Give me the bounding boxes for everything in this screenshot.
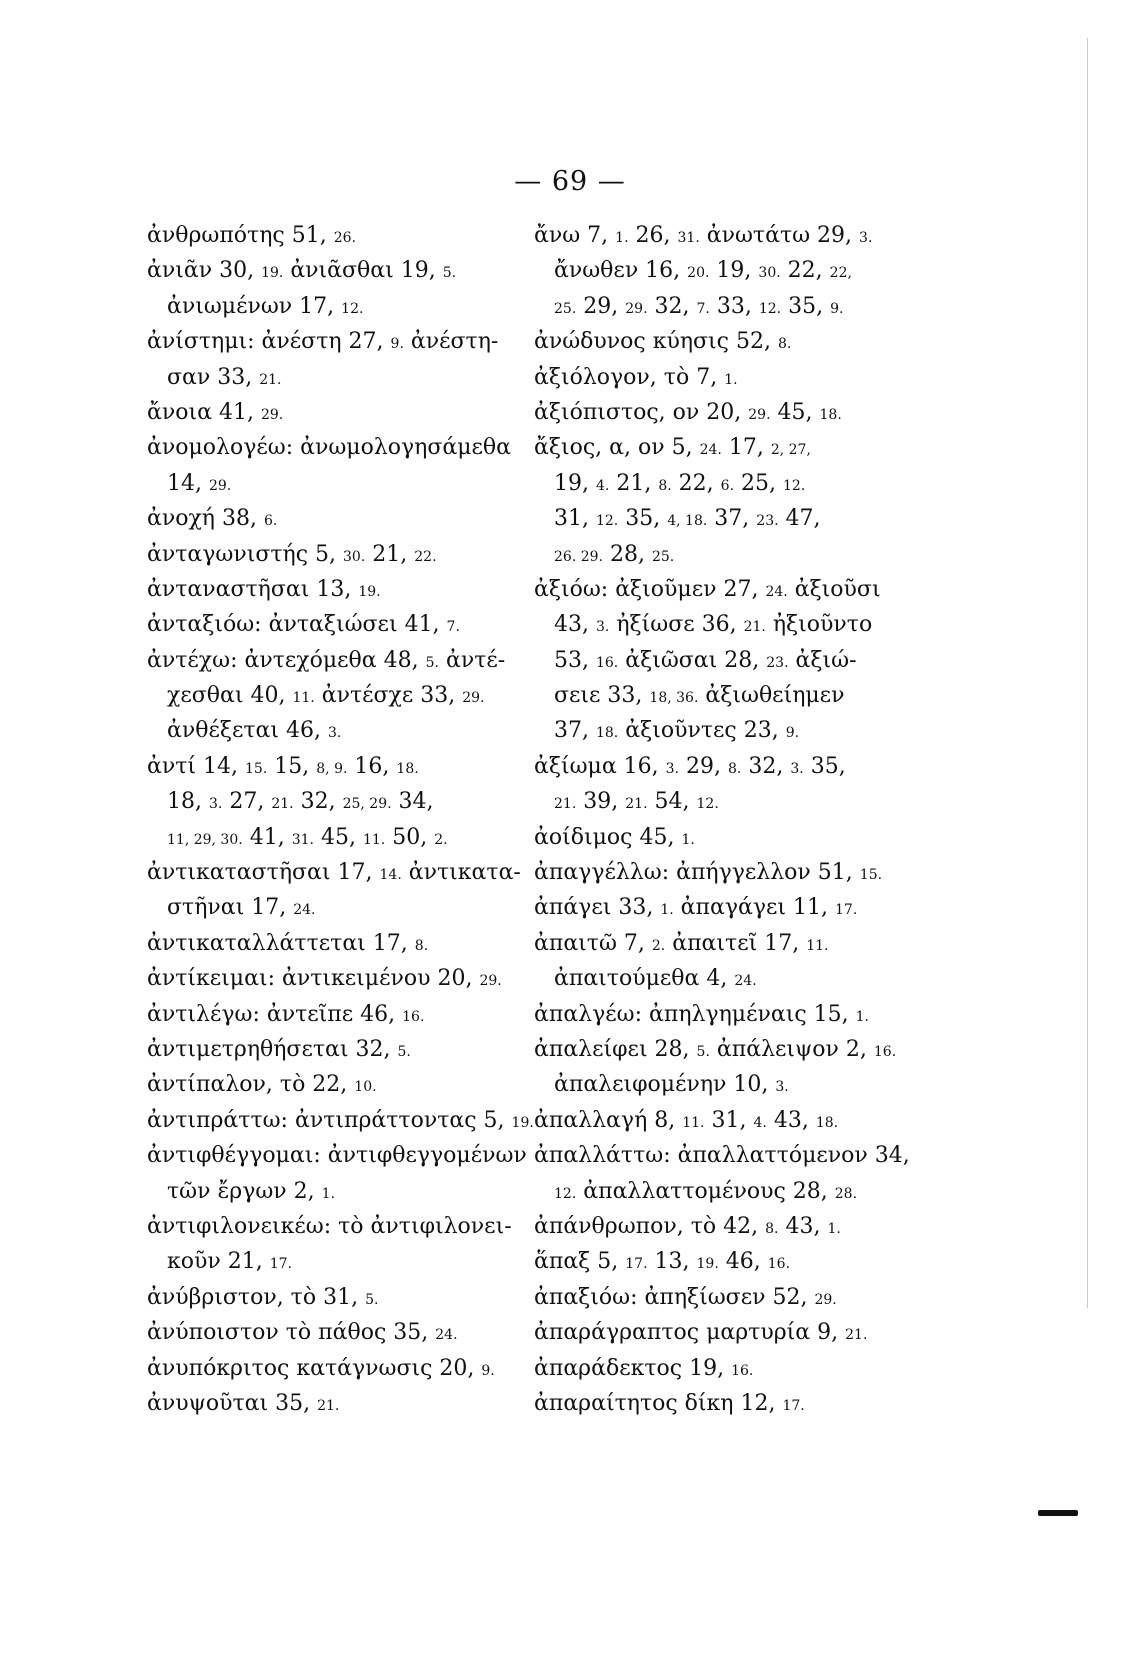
line-number: 25. [554, 300, 577, 317]
line-number: 9. [785, 725, 800, 742]
entry-text: ἀπαγάγει 11, [673, 895, 836, 921]
line-number: 3. [328, 725, 342, 742]
line-number: 22, [829, 265, 852, 282]
index-entry [147, 537, 547, 572]
entry-text: 32, [647, 293, 697, 319]
line-number: 1. [724, 371, 738, 388]
entry-text: σειε 33, [554, 683, 650, 709]
entry-text: ἀπαλλαγή 8, [534, 1107, 683, 1133]
line-number: 4. [753, 1114, 767, 1131]
line-number: 11. [292, 690, 315, 707]
line-number: 3. [208, 796, 223, 813]
index-entry [534, 997, 934, 1032]
line-number: 8. [728, 760, 742, 777]
line-number: 12. [595, 513, 619, 530]
entry-text: ἠξίωσε 36, [609, 612, 744, 638]
index-column-right [534, 218, 934, 1421]
entry-text: ἀντικατα- [401, 860, 521, 886]
entry-text: ἀντιπράττω: ἀντιπράττοντας 5, [147, 1107, 512, 1133]
entry-text: ἀπαιτῶ 7, [534, 930, 652, 956]
line-number: 9. [830, 300, 844, 317]
line-number: 17. [835, 902, 858, 919]
line-number: 30. [343, 548, 366, 565]
entry-text: 28, [602, 541, 652, 567]
entry-text: ἀνίστημι: ἀνέστη 27, [147, 329, 391, 355]
entry-text: ἀπαγγέλλω: ἀπήγγελλον 51, [534, 860, 860, 886]
line-number: 12. [341, 300, 364, 317]
entry-text: ἀντιμετρηθήσεται 32, [147, 1036, 398, 1062]
index-entry [147, 1315, 547, 1350]
line-number: 12. [696, 796, 719, 813]
entry-text: 37, [707, 506, 757, 532]
index-entry [534, 749, 934, 784]
entry-text: ἀπαξιόω: ἀπηξίωσεν 52, [534, 1284, 815, 1310]
entry-text: ἀπαιτεῖ 17, [665, 930, 807, 956]
line-number: 18, 36. [649, 690, 699, 707]
line-number: 5. [696, 1043, 710, 1060]
entry-text: 53, [554, 647, 596, 673]
line-number: 22. [414, 548, 437, 565]
entry-text: ἀνυπόκριτος κατάγνωσις 20, [147, 1355, 482, 1381]
index-entry [534, 890, 934, 925]
line-number: 19. [358, 583, 381, 600]
line-number: 17. [625, 1256, 648, 1273]
line-number: 19. [696, 1256, 719, 1273]
line-number: 29. [625, 300, 648, 317]
index-entry [147, 784, 547, 819]
index-entry [147, 324, 547, 359]
line-number: 24. [435, 1327, 458, 1344]
entry-text: ἀνθέξεται 46, [167, 718, 329, 744]
index-entry [147, 1209, 547, 1244]
entry-text: χεσθαι 40, [167, 683, 293, 709]
entry-text: 25, [734, 470, 784, 496]
line-number: 31. [677, 230, 700, 246]
index-entry [147, 1351, 547, 1386]
line-number: 18. [815, 1114, 839, 1131]
line-number: 12. [783, 477, 806, 494]
line-number: 3. [859, 230, 873, 246]
line-number: 11. [362, 831, 386, 848]
index-entry [534, 607, 934, 642]
entry-text: 21, [609, 470, 659, 496]
index-entry [534, 1315, 934, 1350]
line-number: 12. [554, 1185, 577, 1202]
line-number: 17. [269, 1256, 292, 1273]
entry-text: ἀξιοῦσι [787, 576, 881, 602]
index-entry [147, 218, 547, 253]
line-number: 18. [595, 725, 619, 742]
line-number: 6. [720, 477, 735, 494]
line-number: 21. [259, 371, 282, 388]
line-number: 21. [845, 1327, 868, 1344]
index-entry [147, 961, 547, 996]
index-entry [534, 678, 934, 713]
entry-text: ἀντικαταλλάττεται 17, [147, 930, 415, 956]
entry-text: ἀπάνθρωπον, τὸ 42, [534, 1213, 766, 1239]
line-number: 2, 27, [770, 442, 811, 459]
entry-text: ἄνοια 41, [147, 399, 261, 425]
entry-text: ἀνταξιόω: ἀνταξιώσει 41, [147, 612, 447, 638]
index-entry [534, 1138, 934, 1173]
index-entry [534, 501, 934, 536]
entry-text: ἀντέχω: ἀντεχόμεθα 48, [147, 647, 426, 673]
line-number: 19. [511, 1114, 534, 1131]
line-number: 3. [790, 760, 804, 777]
entry-text: 13, [647, 1249, 697, 1275]
entry-text: ἀξιόπιστος, ον 20, [534, 399, 749, 425]
entry-text: ἀνύβριστον, τὸ 31, [147, 1284, 366, 1310]
entry-text: ἀπαλειφομένην 10, [554, 1072, 776, 1098]
index-entry [147, 855, 547, 890]
index-entry [534, 537, 934, 572]
index-entry [147, 466, 547, 501]
entry-text: κοῦν 21, [167, 1249, 270, 1275]
entry-text: 21, [365, 541, 415, 567]
entry-text: 43, [766, 1107, 816, 1133]
line-number: 9. [481, 1362, 495, 1379]
ink-mark [1038, 1510, 1078, 1516]
line-number: 21. [743, 619, 766, 636]
entry-text: ἀξιοῦντες 23, [618, 718, 786, 744]
line-number: 29. [479, 973, 502, 990]
line-number: 26. [333, 230, 356, 246]
line-number: 26. 29. [554, 548, 603, 565]
entry-text: ἄνωθεν 16, [554, 258, 688, 284]
entry-text: ἠξιοῦντο [765, 612, 873, 638]
index-entry [147, 253, 547, 288]
index-entry [147, 289, 547, 324]
entry-text: ἀπαραίτητος δίκη 12, [534, 1390, 783, 1416]
entry-text: 31, [554, 506, 596, 532]
line-number: 16. [873, 1043, 897, 1060]
line-number: 15. [859, 867, 883, 884]
line-number: 2. [651, 937, 666, 954]
line-number: 3. [595, 619, 610, 636]
entry-text: ἀνυψοῦται 35, [147, 1390, 318, 1416]
line-number: 8. [777, 336, 792, 353]
entry-text: ἀξιόλογον, τὸ 7, [534, 364, 725, 390]
line-number: 21. [554, 796, 577, 813]
entry-text: 19, [709, 258, 759, 284]
line-number: 1. [855, 1008, 869, 1025]
entry-text: 34, [391, 789, 434, 815]
entry-text: ἀπαλλάττω: ἀπαλλαττόμενον 34, [534, 1143, 910, 1169]
entry-text: ἀνώδυνος κύησις 52, [534, 329, 778, 355]
index-entry [147, 395, 547, 430]
line-number: 14. [379, 867, 402, 884]
entry-text: 45, [770, 399, 820, 425]
entry-text: 29, [576, 293, 626, 319]
line-number: 5. [397, 1043, 411, 1060]
index-entry [147, 749, 547, 784]
entry-text: ἀοίδιμος 45, [534, 824, 682, 850]
line-number: 7. [446, 619, 460, 636]
line-number: 24. [699, 442, 722, 459]
index-entry [147, 572, 547, 607]
entry-text: 43, [554, 612, 596, 638]
index-entry [534, 395, 934, 430]
entry-text: 54, [647, 789, 697, 815]
line-number: 1. [660, 902, 674, 919]
line-number: 29. [208, 477, 232, 494]
line-number: 23. [756, 513, 779, 530]
index-entry [534, 360, 934, 395]
index-entry [534, 1280, 934, 1315]
entry-text: ἄξιος, α, ον 5, [534, 435, 700, 461]
entry-text: ἀνιᾶσθαι 19, [283, 258, 443, 284]
line-number: 24. [734, 973, 757, 990]
line-number: 9. [390, 336, 404, 353]
line-number: 21. [625, 796, 648, 813]
index-entry [534, 430, 934, 465]
entry-text: ἀνοχή 38, [147, 506, 264, 532]
index-entry [147, 1386, 547, 1421]
index-entry [147, 607, 547, 642]
entry-text: 35, [803, 753, 846, 779]
index-entry [147, 820, 547, 855]
line-number: 29. [814, 1291, 837, 1308]
line-number: 23. [766, 654, 789, 671]
line-number: 29. [748, 406, 771, 423]
index-entry [147, 1067, 547, 1102]
index-entry [534, 1244, 934, 1279]
entry-text: 18, [167, 789, 209, 815]
index-entry [147, 1138, 547, 1173]
line-number: 4, 18. [667, 513, 708, 530]
entry-text: 35, [618, 506, 668, 532]
line-number: 12. [758, 300, 782, 317]
index-entry [534, 784, 934, 819]
entry-text: ἄνω 7, [534, 223, 616, 248]
line-number: 16. [402, 1008, 425, 1025]
line-number: 5. [442, 265, 457, 282]
entry-text: ἀπαράγραπτος μαρτυρία 9, [534, 1320, 846, 1346]
page-number: — 69 — [514, 166, 626, 197]
entry-text: σαν 33, [167, 364, 260, 390]
index-entry [534, 324, 934, 359]
entry-text: ἀντέ- [438, 647, 506, 673]
line-number: 17. [782, 1397, 805, 1414]
entry-text: ἀνύποιστον τὸ πάθος 35, [147, 1320, 436, 1346]
entry-text: στῆναι 17, [167, 895, 294, 921]
index-entry [534, 253, 934, 288]
line-number: 16. [731, 1362, 754, 1379]
entry-text: ἀξιόω: ἀξιοῦμεν 27, [534, 576, 766, 602]
entry-text: 45, [313, 824, 363, 850]
index-entry [147, 1280, 547, 1315]
entry-text: ἀντιλέγω: ἀντεῖπε 46, [147, 1001, 403, 1027]
line-number: 3. [665, 760, 680, 777]
index-entry [147, 643, 547, 678]
entry-text: ἀντικαταστῆσαι 17, [147, 860, 380, 886]
entry-text: ἀξίωμα 16, [534, 753, 666, 779]
index-entry [147, 890, 547, 925]
line-number: 25. [651, 548, 675, 565]
index-entry [147, 997, 547, 1032]
line-number: 10. [354, 1079, 377, 1096]
entry-text: ἀντίπαλον, τὸ 22, [147, 1072, 355, 1098]
line-number: 29. [462, 690, 485, 707]
entry-text: ἀντιφθέγγομαι: ἀντιφθεγγομένων [147, 1143, 527, 1169]
entry-text: ἀπαράδεκτος 19, [534, 1355, 732, 1381]
line-number: 8. [765, 1220, 779, 1237]
line-number: 2. [434, 831, 448, 848]
index-entry [147, 713, 547, 748]
line-number: 29. [260, 406, 284, 423]
index-entry [147, 678, 547, 713]
index-entry [534, 1174, 934, 1209]
line-number: 15. [245, 760, 268, 777]
entry-text: ἀπαλγέω: ἀπηλγημέναις 15, [534, 1001, 856, 1027]
line-number: 16. [595, 654, 619, 671]
entry-text: 37, [554, 718, 596, 744]
index-entry [147, 501, 547, 536]
index-entry [147, 1244, 547, 1279]
line-number: 20. [687, 265, 710, 282]
index-entry [534, 1103, 934, 1138]
index-entry [534, 1067, 934, 1102]
index-entry [534, 961, 934, 996]
entry-text: ἀνταναστῆσαι 13, [147, 576, 359, 602]
entry-text: ἀπαιτούμεθα 4, [554, 966, 735, 992]
entry-text: 41, [242, 824, 292, 850]
index-entry [534, 1032, 934, 1067]
line-number: 5. [425, 654, 439, 671]
line-number: 4. [595, 477, 610, 494]
line-number: 24. [293, 902, 316, 919]
entry-text: 32, [741, 753, 791, 779]
line-number: 19. [261, 265, 284, 282]
index-column-left [147, 218, 547, 1421]
entry-text: 29, [679, 753, 729, 779]
index-entry [534, 926, 934, 961]
entry-text: ἀντιφιλονεικέω: τὸ ἀντιφιλονει- [147, 1213, 512, 1239]
entry-text: 47, [778, 506, 821, 532]
entry-text: ἀξιώ- [788, 647, 857, 673]
entry-text: ἀντίκειμαι: ἀντικειμένου 20, [147, 966, 480, 992]
entry-text: 14, [167, 470, 209, 496]
index-entry [534, 466, 934, 501]
line-number: 6. [263, 513, 278, 530]
entry-text: 22, [671, 470, 721, 496]
line-number: 3. [775, 1079, 789, 1096]
entry-text: 43, [778, 1213, 828, 1239]
line-number: 1. [827, 1220, 841, 1237]
line-number: 18. [396, 760, 419, 777]
index-entry [534, 572, 934, 607]
entry-text: ἀνωτάτω 29, [699, 223, 860, 248]
line-number: 5. [365, 1291, 379, 1308]
index-entry [534, 218, 934, 253]
line-number: 16. [767, 1256, 791, 1273]
entry-text: ἀνιᾶν 30, [147, 258, 262, 284]
entry-text: ἀπαλλαττομένους 28, [576, 1178, 835, 1204]
entry-text: 35, [781, 293, 831, 319]
entry-text: 46, [718, 1249, 768, 1275]
index-entry [147, 1032, 547, 1067]
entry-text: ἀνθρωπότης 51, [147, 223, 334, 248]
index-entry [534, 713, 934, 748]
line-number: 28. [834, 1185, 858, 1202]
line-number: 1. [615, 230, 629, 246]
line-number: 30. [758, 265, 781, 282]
entry-text: 33, [709, 293, 759, 319]
entry-text: ἀπάλειψον 2, [709, 1036, 874, 1062]
line-number: 11. [806, 937, 829, 954]
entry-text: 19, [554, 470, 596, 496]
entry-text: 31, [704, 1107, 754, 1133]
entry-text: 26, [628, 223, 678, 248]
line-number: 21. [271, 796, 294, 813]
index-entry [534, 820, 934, 855]
entry-text: ἅπαξ 5, [534, 1249, 626, 1275]
line-number: 7. [696, 300, 710, 317]
entry-text: ἀπάγει 33, [534, 895, 661, 921]
line-number: 24. [765, 583, 788, 600]
scan-edge-rule [1087, 38, 1088, 1308]
entry-text: 32, [293, 789, 343, 815]
line-number: 8. [414, 937, 429, 954]
entry-text: ἀπαλείφει 28, [534, 1036, 697, 1062]
index-entry [534, 289, 934, 324]
line-number: 18. [819, 406, 842, 423]
entry-text: 22, [780, 258, 830, 284]
line-number: 25, 29. [342, 796, 392, 813]
entry-text: 16, [347, 753, 397, 779]
line-number: 1. [681, 831, 695, 848]
index-entry [534, 1386, 934, 1421]
line-number: 8, 9. [316, 760, 348, 777]
entry-text: 15, [267, 753, 317, 779]
index-entry [147, 430, 547, 465]
index-entry [534, 643, 934, 678]
entry-text: 17, [721, 435, 771, 461]
line-number: 21. [317, 1397, 340, 1414]
index-entry [534, 1351, 934, 1386]
entry-text: ἀντέσχε 33, [314, 683, 463, 709]
entry-text: ἀνομολογέω: ἀνωμολογησάμεθα [147, 435, 511, 461]
entry-text: ἀξιῶσαι 28, [618, 647, 767, 673]
index-entry [147, 360, 547, 395]
entry-text: ἀξιωθείημεν [698, 683, 845, 709]
index-entry [147, 1174, 547, 1209]
line-number: 11, 29, 30. [167, 831, 243, 848]
entry-text: 39, [576, 789, 626, 815]
line-number: 11. [682, 1114, 705, 1131]
entry-text: 50, [385, 824, 435, 850]
index-entry [147, 926, 547, 961]
index-entry [147, 1103, 547, 1138]
entry-text: ἀνέστη- [403, 329, 499, 355]
entry-text: ἀνιωμένων 17, [167, 293, 342, 319]
entry-text: 27, [222, 789, 272, 815]
index-entry [534, 1209, 934, 1244]
entry-text: τῶν ἔργων 2, [167, 1178, 322, 1204]
line-number: 8. [658, 477, 672, 494]
line-number: 1. [321, 1185, 336, 1202]
index-entry [534, 855, 934, 890]
entry-text: ἀντί 14, [147, 753, 246, 779]
entry-text: ἀνταγωνιστής 5, [147, 541, 344, 567]
line-number: 31. [291, 831, 314, 848]
